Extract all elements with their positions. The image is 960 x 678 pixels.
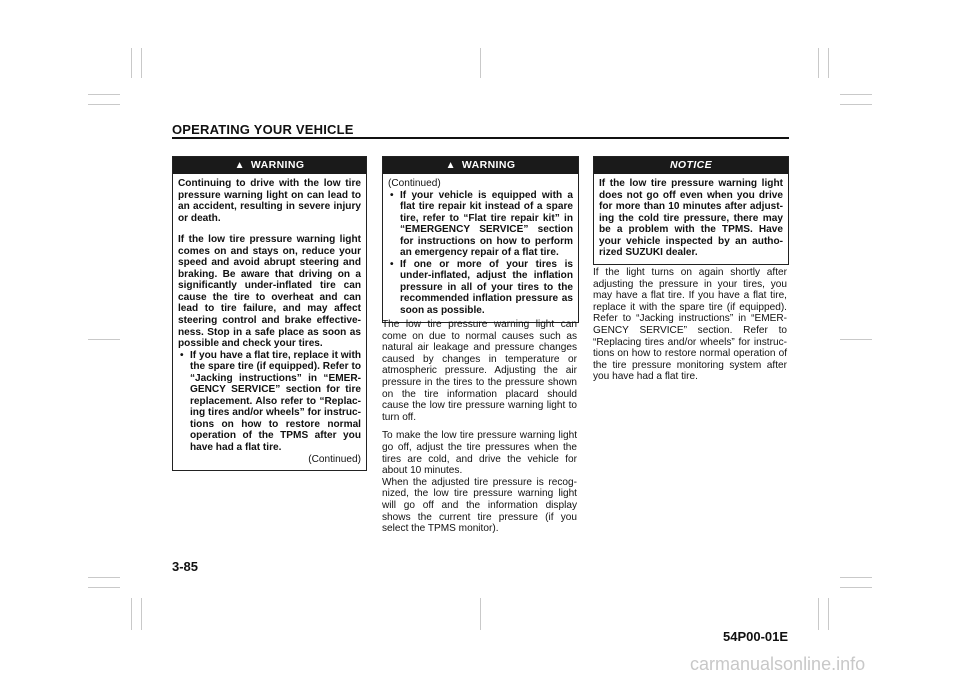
notice-body: [594, 174, 788, 264]
body-paragraph: The low tire pressure warning light can come on due to normal causes such as natural air leakage and pressure changes caused by changes in temperature or atmospheric pressure. Adjusting the air pressure in the tires to the pressure shown on the tire information placard should cause the low tire pressure warning light to turn off.: [382, 319, 577, 423]
warning-triangle-icon: ▲: [445, 160, 456, 171]
notice-header: [594, 157, 788, 174]
crop-mark: [480, 48, 481, 78]
document-code: 54P00-01E: [723, 629, 789, 644]
warning-heading: WARNING: [250, 159, 305, 171]
middle-text-column: [382, 319, 577, 542]
crop-mark: [818, 598, 819, 630]
warning-header: [383, 157, 578, 174]
crop-mark: [88, 587, 120, 588]
notice-box: [593, 156, 789, 265]
crop-mark: [840, 339, 872, 340]
crop-mark: [840, 587, 872, 588]
right-text-column: [593, 267, 787, 390]
warning-bullet: • If your vehicle is equipped with a flat tire repair kit instead of a spare tire, refer to “Flat tire repair kit” in “EMERGENCY SERVICE” section for instructions on how to perform an emergency repair of a flat tire.: [388, 190, 573, 259]
warning-bullet-list: [178, 350, 361, 454]
watermark: carmanualsonline.info: [690, 654, 866, 674]
crop-mark: [131, 48, 132, 78]
warning-bullet: • If one or more of your tires is under-inflated, adjust the inflation pressure in all of your tires to the recommended inflation pressure as soon as possible.: [388, 259, 573, 317]
warning-box-2: [382, 156, 579, 323]
crop-mark: [88, 339, 120, 340]
notice-paragraph: If the low tire pressure warning light does not go off even when you drive for more than 10 minutes after adjust-ing the cold tire pressure, there may be a problem with the TPMS. Have your vehicle inspected by an autho-rized SUZUKI dealer.: [599, 178, 783, 259]
crop-mark: [88, 104, 120, 105]
crop-mark: [480, 598, 481, 630]
warning-bullet: • If you have a flat tire, replace it with the spare tire (if equipped). Refer to “Jacking instructions” in “EMER-GENCY SERVICE” section for tire replacement. Also refer to “Replac-ing tires and/or wheels” for instruc-tions on how to restore normal operation of the TPMS after you have had a flat tire.: [178, 350, 361, 454]
warning-body: [173, 174, 366, 470]
body-paragraph: When the adjusted tire pressure is recog-nized, the low tire pressure warning light will go off and the information display shows the current tire pressure (if you select the TPMS monitor).: [382, 476, 577, 535]
crop-mark: [840, 577, 872, 578]
page-number: 3-85: [172, 559, 199, 574]
warning-heading: WARNING: [461, 159, 516, 171]
warning-body: [383, 174, 578, 322]
crop-mark: [141, 598, 142, 630]
notice-heading: NOTICE: [669, 159, 713, 171]
warning-paragraph: If the low tire pressure warning light comes on and stays on, reduce your speed and avoid abrupt steering and braking. Be aware that driving on a significantly under-inflated tire can cause the tire to overheat and can lead to tire failure, and may affect steering control and brake effective-ness. Stop in a safe place as soon as possible and check your tires.: [178, 234, 361, 350]
crop-mark: [818, 48, 819, 78]
body-paragraph: To make the low tire pressure warning light go off, adjust the tire pressures when the tires are cold, and drive the vehicle for about 10 minutes.: [382, 430, 577, 477]
continued-label: (Continued): [388, 178, 441, 189]
crop-mark: [840, 104, 872, 105]
header-rule: [172, 137, 789, 139]
warning-triangle-icon: ▲: [234, 160, 245, 171]
crop-mark: [141, 48, 142, 78]
crop-mark: [88, 577, 120, 578]
crop-mark: [828, 598, 829, 630]
continued-label: (Continued): [308, 453, 361, 465]
body-paragraph: If the light turns on again shortly after adjusting the pressure in your tires, you may have a flat tire. If you have a flat tire, replace it with the spare tire (if equipped). Refer to “Jacking instructions” in “EMER-GENCY SERVICE” section. Refer to “Replacing tires and/or wheels” for instruc-tions on how to restore normal operation of the tire pressure monitoring system after you have had a flat tire.: [593, 267, 787, 383]
warning-bullet-list: [388, 190, 573, 317]
warning-paragraph: Continuing to drive with the low tire pressure warning light on can lead to an accident, resulting in severe injury or death.: [178, 178, 361, 224]
crop-mark: [828, 48, 829, 78]
warning-box-1: [172, 156, 367, 471]
warning-header: [173, 157, 366, 174]
crop-mark: [840, 94, 872, 95]
crop-mark: [131, 598, 132, 630]
crop-mark: [88, 94, 120, 95]
section-title: OPERATING YOUR VEHICLE: [172, 122, 354, 137]
